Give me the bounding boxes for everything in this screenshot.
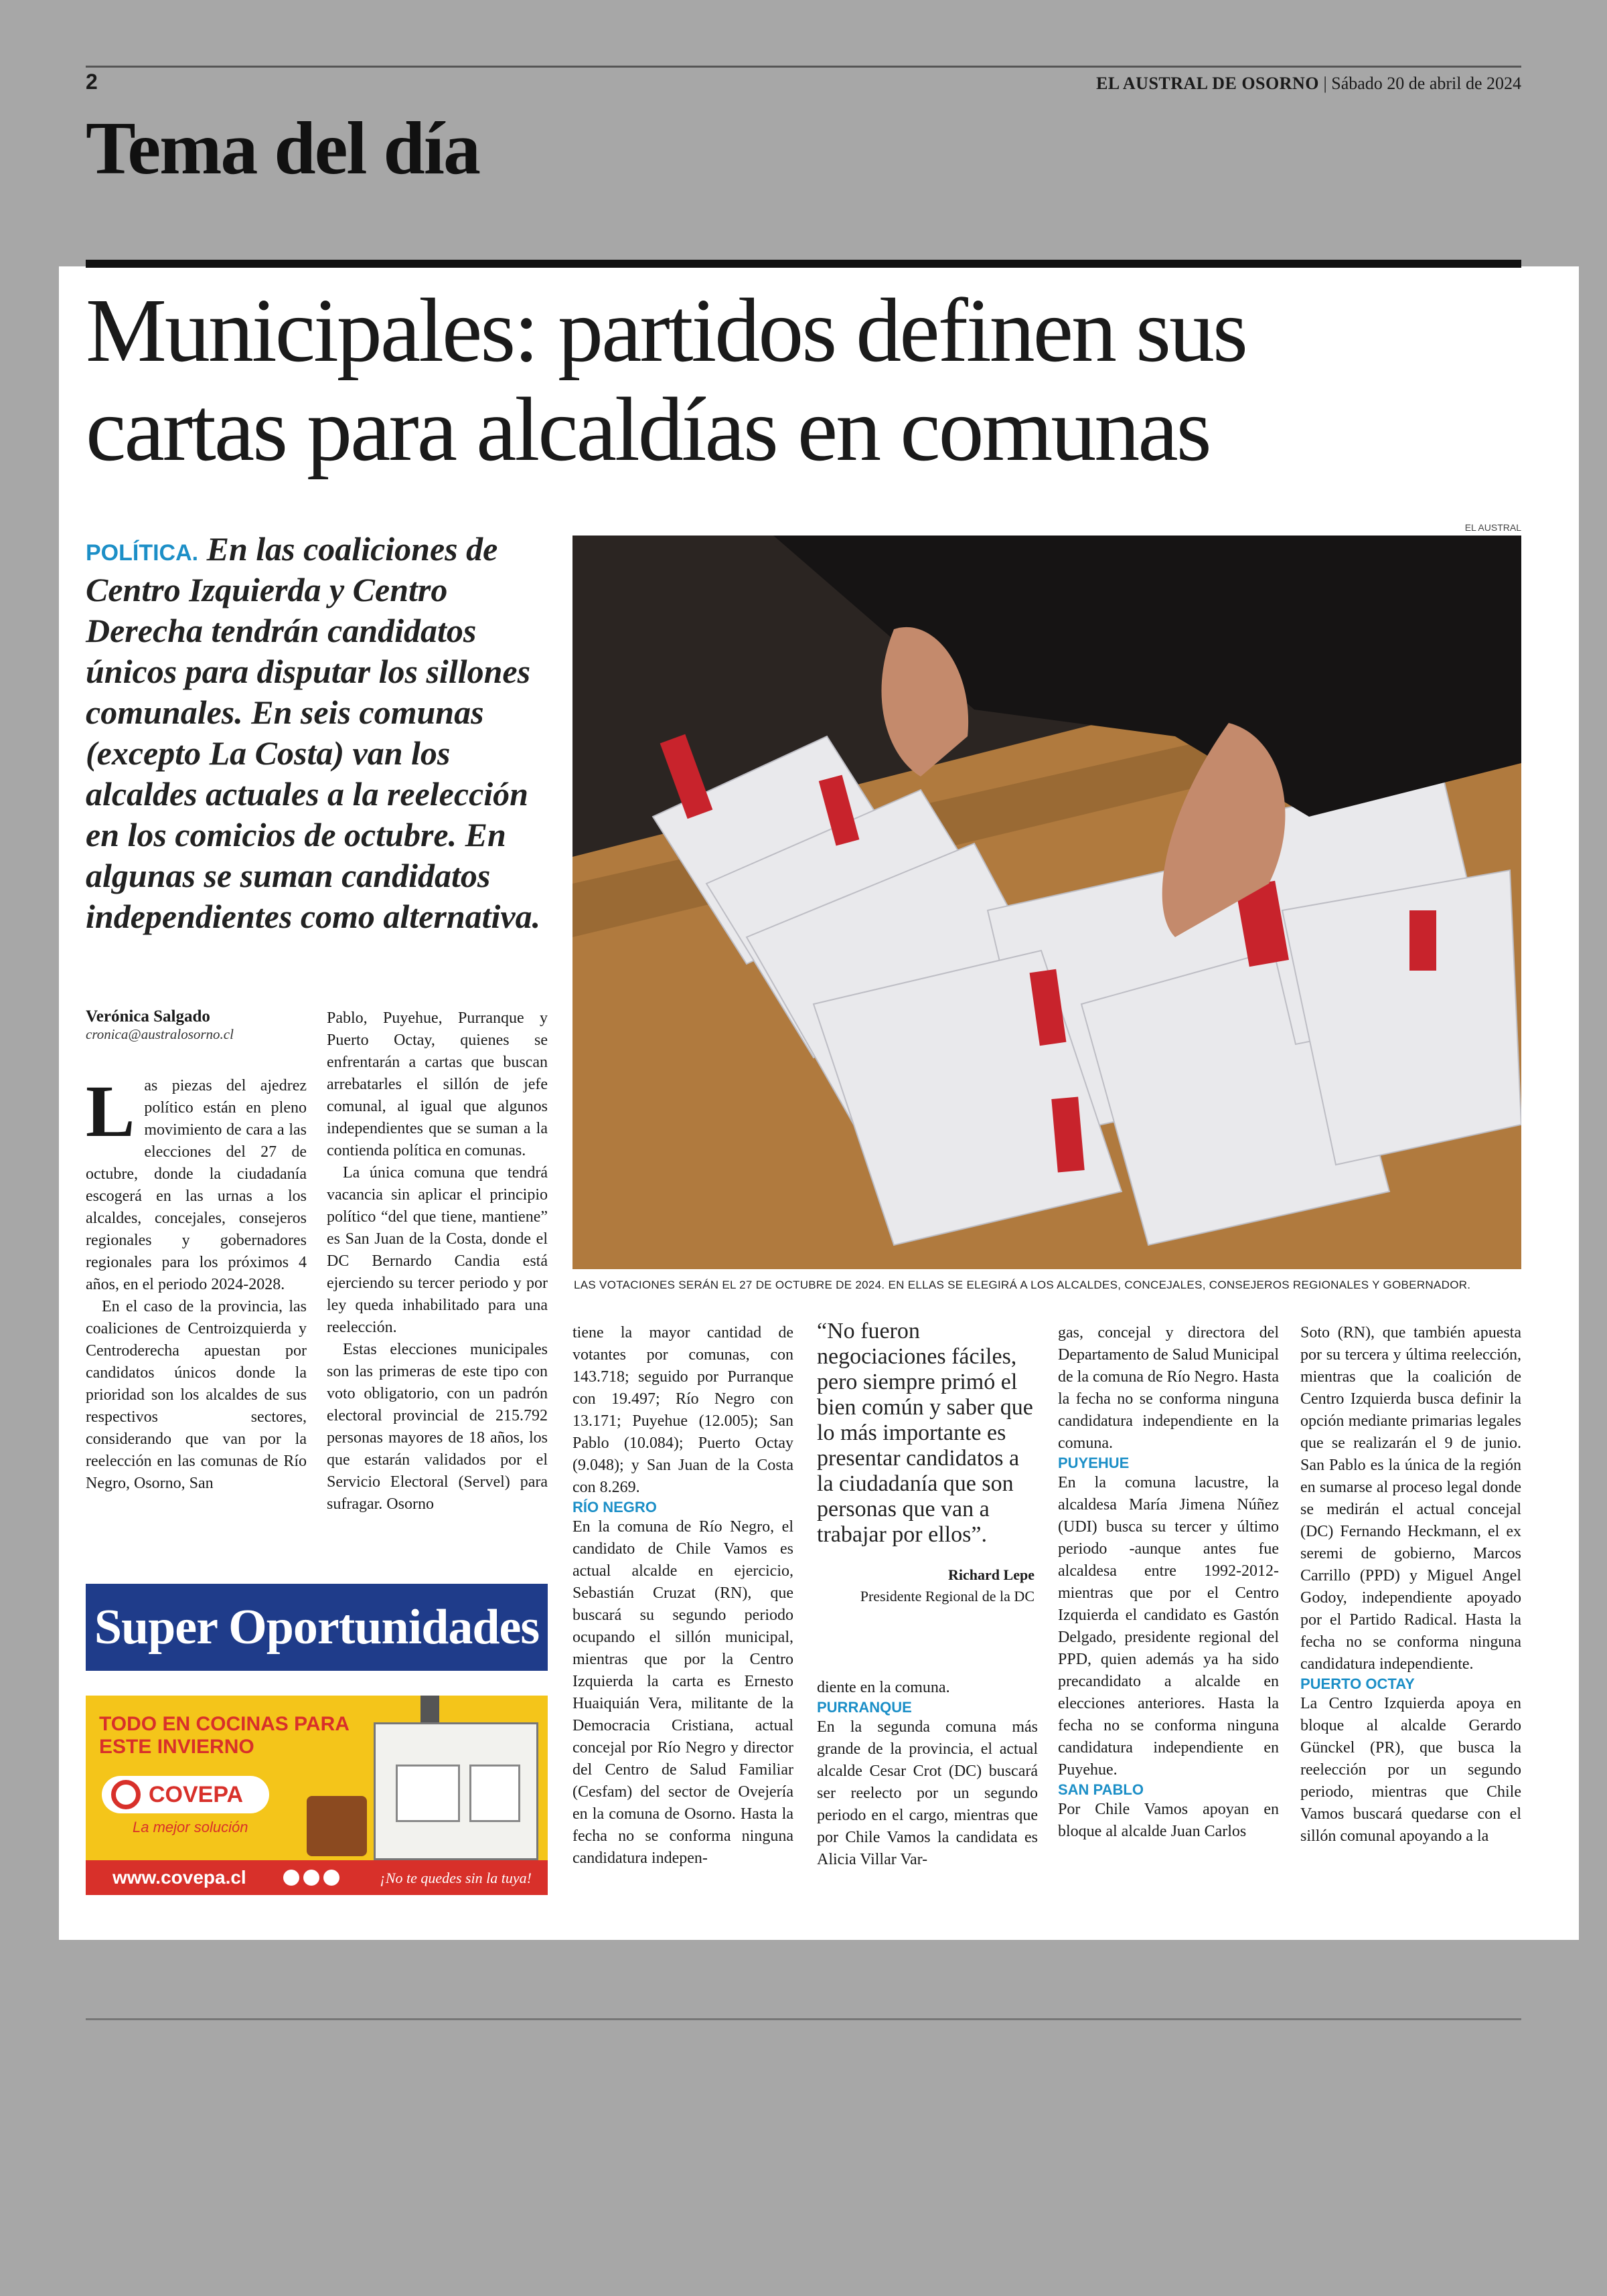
col5-p1: gas, concejal y directora del Departamento de Salud Municipal de la comuna de Río Negro. Hasta la fecha no se conforma ninguna candidatura independiente en la comuna.: [1058, 1324, 1279, 1452]
photo-credit: EL AUSTRAL: [1464, 522, 1521, 533]
article-photo: [572, 536, 1521, 1269]
section-rule: [86, 260, 1521, 268]
firewood-basket-icon: [307, 1796, 367, 1856]
subhead-puyehue: PUYEHUE: [1058, 1455, 1130, 1471]
social-icons: [283, 1870, 339, 1886]
masthead-sep: |: [1319, 74, 1332, 93]
ads-section-header[interactable]: [86, 1584, 548, 1671]
col2-p3: Estas elecciones municipales son las primeras de este tipo con voto obligatorio, con un padrón electoral provincial de 215.792 personas mayores de 18 años, los que estarán validados por el Servicio Electoral (Servel) para sufragar. Osorno: [327, 1341, 548, 1513]
column-2: [327, 1007, 548, 1515]
stove-pipe-icon: [420, 1696, 439, 1726]
column-1: [86, 1007, 307, 1495]
ballot-counting-image: [572, 536, 1521, 1269]
section-title: Tema del día: [86, 107, 479, 190]
author-email: cronica@australosorno.cl: [86, 1026, 234, 1042]
covepa-logo: [102, 1776, 269, 1813]
facebook-icon[interactable]: [283, 1870, 299, 1886]
top-rule: [86, 66, 1521, 68]
ads-section-title: Super Oportunidades: [94, 1599, 540, 1655]
lead-paragraph: [86, 529, 548, 937]
headline-line-2: cartas para alcaldías en comunas: [86, 380, 1210, 480]
col5-p3: Por Chile Vamos apoyan en bloque al alcalde Juan Carlos: [1058, 1801, 1279, 1840]
col3-p2: En la comuna de Río Negro, el candidato de Chile Vamos es actual alcalde en ejercicio, Sebastián Cruzat (RN), que buscará su segundo periodo ocupando el sillón municipal, mientras que por la Centro Izquierda la carta es Ernesto Huaiquián Vera, militante de la Democracia Cristiana, actual concejal por Río Negro y director del Centro de Salud Familiar (Cesfam) del sector de Ovejería en la comuna de Osorno. Hasta la fecha no se conforma ninguna candidatura indepen-: [572, 1518, 793, 1867]
ad-url[interactable]: www.covepa.cl: [112, 1867, 246, 1888]
col5-p2: En la comuna lacustre, la alcaldesa María Jimena Núñez (UDI) busca su tercer y último periodo -aunque antes fue alcaldesa entre 1992-2012- mientras que por el Centro Izquierda el candidato es Gastón Delgado, presidente regional del PPD, quien además ya ha sido precandidato a alcalde en elecciones anteriores. Hasta la fecha no se conforma ninguna candidatura independiente en Puyehue.: [1058, 1474, 1279, 1779]
subhead-san-pablo: SAN PABLO: [1058, 1781, 1144, 1798]
author-name: Verónica Salgado: [86, 1007, 210, 1026]
headline-line-1: Municipales: partidos definen sus: [86, 280, 1246, 381]
pull-quote: “No fueron negociaciones fáciles, pero siempre primó el bien común y saber que lo más importante es presentar candidatos a la ciudadanía que son personas que van a trabajar por ellos”.: [817, 1319, 1033, 1547]
ad-headline: TODO EN COCINAS PARA ESTE INVIERNO: [99, 1713, 349, 1758]
column-4: [817, 1677, 1038, 1871]
masthead: [1096, 74, 1521, 94]
col2-p1: Pablo, Puyehue, Purranque y Puerto Octay, quienes se enfrentarán a cartas que buscan arrebatarles el sillón de jefe comunal, al igual que algunos independientes que se suman a la contienda política en comunas.: [327, 1009, 548, 1159]
dropcap: L: [86, 1070, 135, 1152]
col3-p1: tiene la mayor cantidad de votantes por comunas, con 143.718; seguido por Purranque con 19.497; Río Negro con 13.171; Puyehue (12.005); San Pablo (10.084); Puerto Octay (9.048); y San Juan de la Costa con 8.269.: [572, 1324, 793, 1496]
ad-brand: COVEPA: [149, 1781, 244, 1807]
subhead-purranque: PURRANQUE: [817, 1699, 912, 1716]
col4-p1: diente en la comuna.: [817, 1679, 950, 1696]
col6-p1: Soto (RN), que también apuesta por su tercera y última reelección, mientras que la coalición de Centro Izquierda busca definir la opción mediante primarias legales que se realizarán el 9 de junio. San Pablo es la única de la región en sumarse al proceso legal donde se medirán el actual concejal (DC) Fernando Heckmann, el ex seremi de gobierno, Marcos Carrillo (PPD) y Miguel Angel Godoy, independiente apoyado por el Partido Radical. Hasta la fecha no se conforma ninguna candidatura independiente.: [1300, 1324, 1521, 1673]
subhead-puerto-octay: PUERTO OCTAY: [1300, 1675, 1415, 1692]
stove-icon: [374, 1722, 538, 1860]
kicker: POLÍTICA.: [86, 540, 199, 566]
col2-p2: La única comuna que tendrá vacancia sin aplicar el principio político “del que tiene, mantiene” es San Juan de la Costa, donde el DC Bernardo Candia está ejerciendo su tercer periodo y por ley queda inhabilitado para una reelección.: [327, 1164, 548, 1336]
column-5: [1058, 1322, 1279, 1843]
ad-slogan: La mejor solución: [133, 1819, 248, 1835]
bottom-rule: [86, 2018, 1521, 2020]
column-3: [572, 1322, 793, 1870]
masthead-date: Sábado 20 de abril de 2024: [1331, 74, 1521, 93]
column-6: [1300, 1322, 1521, 1848]
ad-tagline: ¡No te quedes sin la tuya!: [380, 1870, 532, 1886]
stove-fire-door: [469, 1765, 520, 1822]
headline: [86, 281, 1525, 479]
col1-p1: as piezas del ajedrez político están en pleno movimiento de cara a las elecciones del 27 de octubre, donde la ciudadanía escogerá en las urnas a los alcaldes, concejales, consejeros regionales y gobernadores regionales para los próximos 4 años, en el periodo 2024-2028.: [86, 1077, 307, 1293]
col4-p2: En la segunda comuna más grande de la provincia, el actual alcalde Cesar Crot (DC) buscará ser reelecto por un segundo periodo en el cargo, mientras que por Chile Vamos la candidata es Alicia Villar Var-: [817, 1718, 1038, 1868]
page-number: 2: [86, 70, 98, 94]
photo-caption: LAS VOTACIONES SERÁN EL 27 DE OCTUBRE DE 2024. EN ELLAS SE ELEGIRÁ A LOS ALCALDES, CONCEJALES, CONSEJEROS REGIONALES Y GOBERNADOR.: [574, 1279, 1471, 1291]
col1-p2: En el caso de la provincia, las coaliciones de Centroizquierda y Centroderecha apuestan por candidatos únicos donde la prioridad son los alcaldes de sus respectivos sectores, considerando que van por la reelección en las comunas de Río Negro, Osorno, San: [86, 1298, 307, 1492]
col6-p2: La Centro Izquierda apoya en bloque al alcalde Gerardo Günckel (PR), que busca la reelección por un segundo periodo, mientras que Chile Vamos buscará quedarse con el sillón comunal apoyando a la: [1300, 1695, 1521, 1845]
covepa-advertisement[interactable]: [86, 1696, 548, 1895]
stove-oven-door: [396, 1765, 460, 1822]
masthead-paper: EL AUSTRAL DE OSORNO: [1096, 74, 1320, 93]
quote-author: Richard Lepe: [948, 1566, 1035, 1583]
quote-role: Presidente Regional de la DC: [860, 1588, 1035, 1605]
covepa-logo-icon: [111, 1780, 141, 1809]
instagram-icon[interactable]: [303, 1870, 319, 1886]
subhead-rio-negro: RÍO NEGRO: [572, 1499, 657, 1515]
linkedin-icon[interactable]: [323, 1870, 339, 1886]
lead-text: En las coaliciones de Centro Izquierda y Centro Derecha tendrán candidatos únicos para disputar los sillones comunales. En seis comunas (excepto La Costa) van los alcaldes actuales a la reelección en los comicios de octubre. En algunas se suman candidatos independientes como alternativa.: [86, 530, 541, 935]
